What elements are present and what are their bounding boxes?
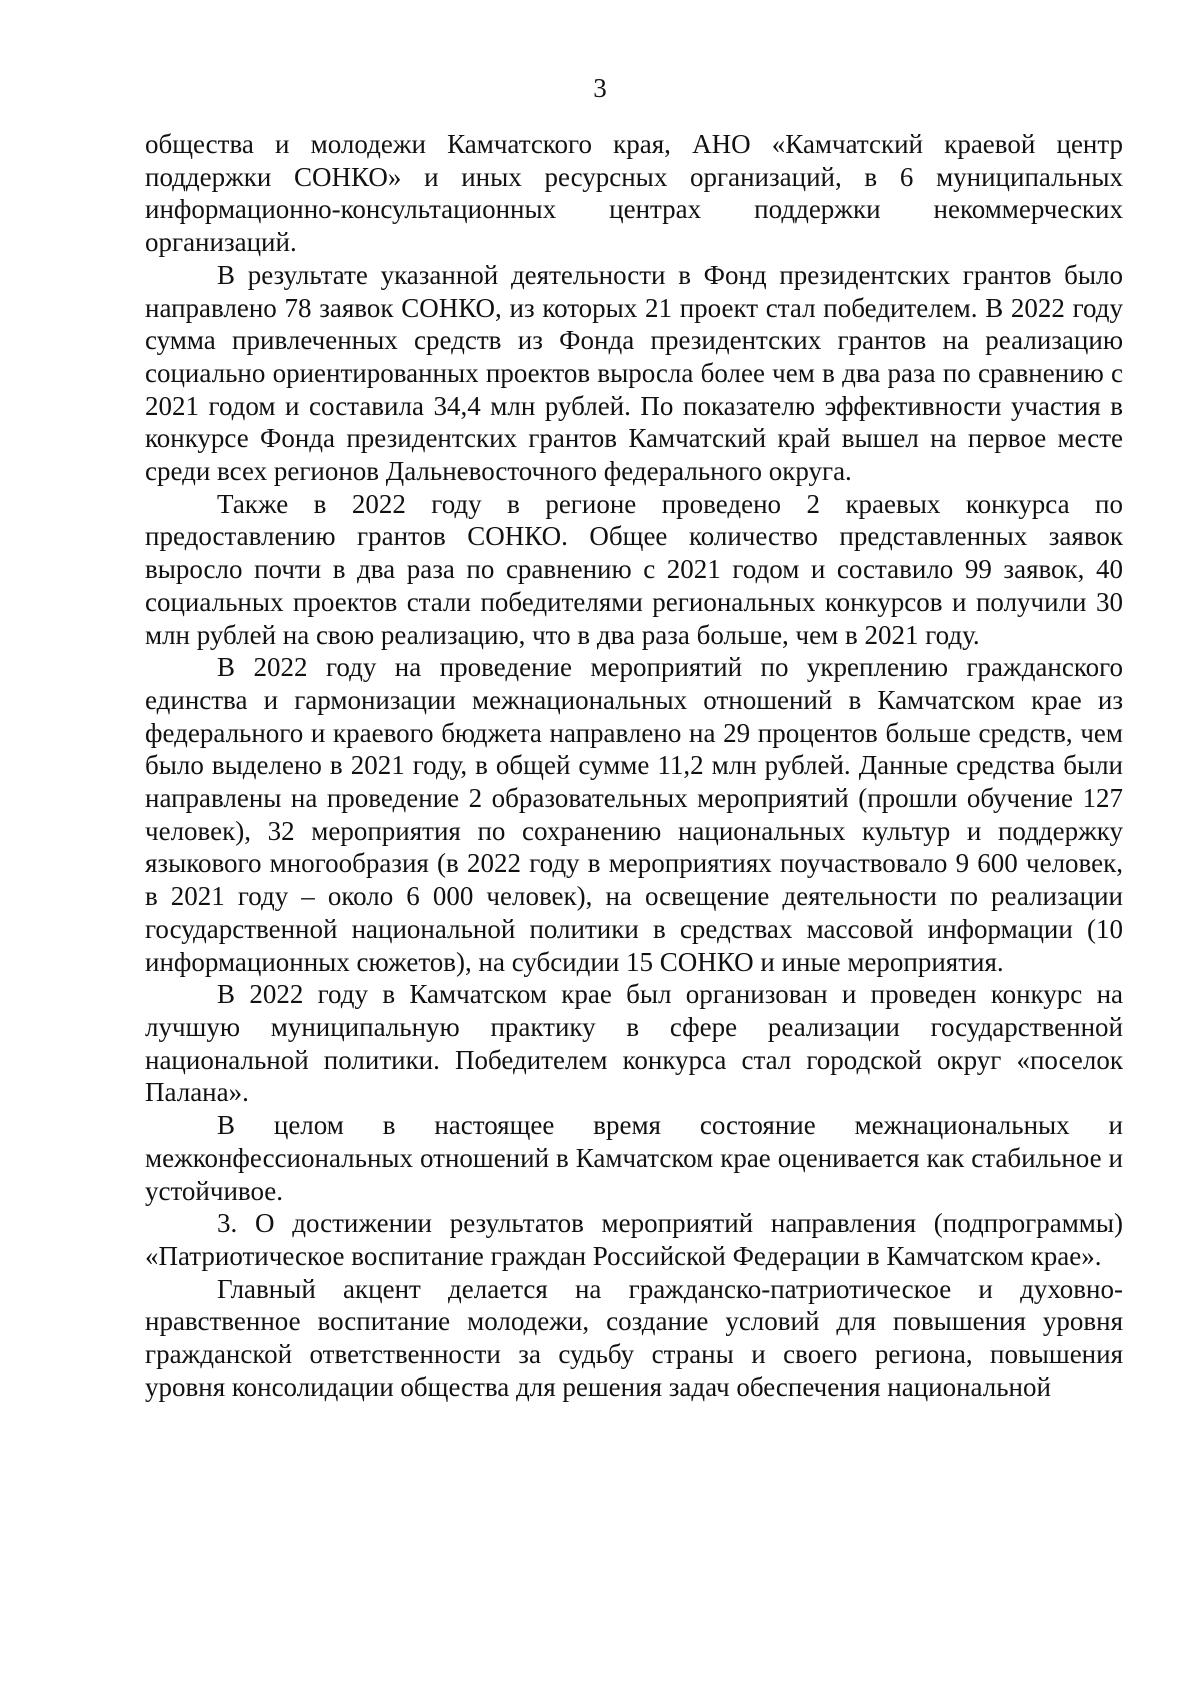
paragraph-municipal-practice: В 2022 году в Камчатском крае был организован и проведен конкурс на лучшую муниципальную практику в сфере реализации государственной национальной политики. Победителем конкурса стал городской округ «поселок Палана». xyxy=(145,979,1123,1108)
page-number: 3 xyxy=(593,73,607,103)
paragraph-civic-unity: В 2022 году на проведение мероприятий по укреплению гражданского единства и гармонизации межнациональных отношений в Камчатском крае из федерального и краевого бюджета направлено на 29 процентов больше средств, чем было выделено в 2021 году, в общей сумме 11,2 млн рублей. Данные средства были направлены на проведение 2 образовательных мероприятий (прошли обучение 127 человек), 32 мероприятия по сохранению национальных культур и поддержку языкового многообразия (в 2022 году в мероприятиях поучаствовало 9 600 человек, в 2021 году – около 6 000 человек), на освещение деятельности по реализации государственной национальной политики в средствах массовой информации (10 информационных сюжетов), на субсидии 15 СОНКО и иные мероприятия. xyxy=(145,652,1123,977)
paragraph-interethnic-relations: В целом в настоящее время состояние межнациональных и межконфессиональных отношений в Камчатском крае оценивается как стабильное и устойчивое. xyxy=(145,1110,1123,1206)
document-body xyxy=(145,128,1123,1403)
paragraph-regional-contests: Также в 2022 году в регионе проведено 2 краевых конкурса по предоставлению грантов СОНКО. Общее количество представленных заявок выросло почти в два раза по сравнению с 2021 годом и составило 99 заявок, 40 социальных проектов стали победителями региональных конкурсов и получили 30 млн рублей на свою реализацию, что в два раза больше, чем в 2021 году. xyxy=(145,488,1123,650)
paragraph-main-focus: Главный акцент делается на гражданско-патриотическое и духовно-нравственное воспитание молодежи, создание условий для повышения уровня гражданской ответственности за судьбу страны и своего региона, повышения уровня консолидации общества для решения задач обеспечения национальной xyxy=(145,1273,1123,1402)
paragraph-continuation: общества и молодежи Камчатского края, АНО «Камчатский краевой центр поддержки СОНКО» и иных ресурсных организаций, в 6 муниципальных информационно-консультационных центрах поддержки некоммерческих организаций. xyxy=(145,129,1123,258)
paragraph-presidential-grants: В результате указанной деятельности в Фонд президентских грантов было направлено 78 заявок СОНКО, из которых 21 проект стал победителем. В 2022 году сумма привлеченных средств из Фонда президентских грантов на реализацию социально ориентированных проектов выросла более чем в два раза по сравнению с 2021 годом и составила 34,4 млн рублей. По показателю эффективности участия в конкурсе Фонда президентских грантов Камчатский край вышел на первое месте среди всех регионов Дальневосточного федерального округа. xyxy=(145,259,1123,487)
section-heading-patriotic-education: 3. О достижении результатов мероприятий направления (подпрограммы) «Патриотическое воспитание граждан Российской Федерации в Камчатском крае». xyxy=(145,1208,1123,1271)
